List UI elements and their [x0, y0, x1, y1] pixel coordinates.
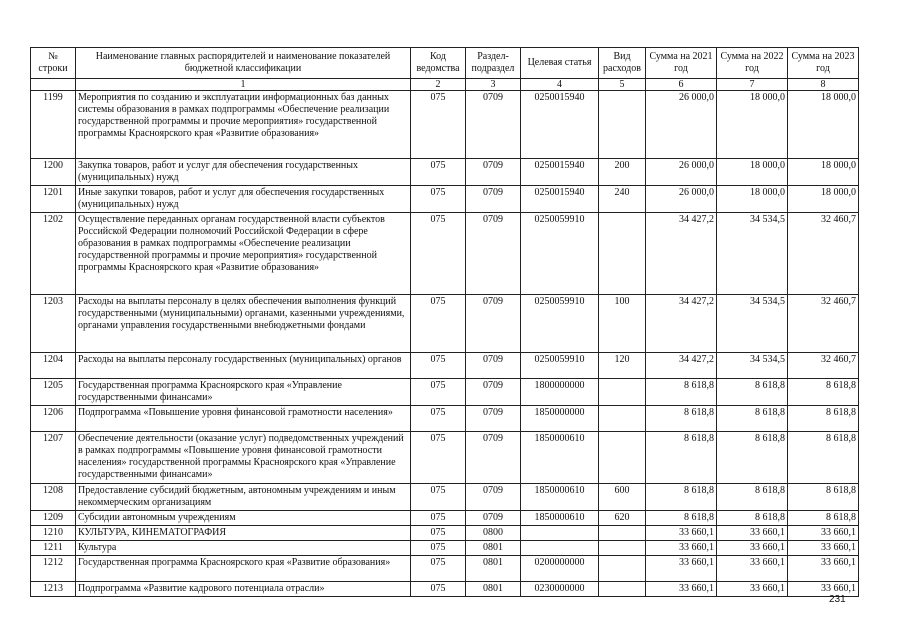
- row-name: Обеспечение деятельности (оказание услуг) подведомственных учреждений в рамках подпрограммы «Повышение уровня финансовой грамотности населения» государственной программы Красноярского края «Управление государственными финансами»: [76, 432, 411, 484]
- sum-2021: 26 000,0: [646, 186, 717, 213]
- row-name: Подпрограмма «Повышение уровня финансовой грамотности населения»: [76, 406, 411, 432]
- row-name: Подпрограмма «Развитие кадрового потенциала отрасли»: [76, 582, 411, 597]
- sum-2022: 18 000,0: [717, 159, 788, 186]
- column-number: 4: [521, 79, 599, 91]
- expense-type: [599, 379, 646, 406]
- sum-2021: 8 618,8: [646, 511, 717, 526]
- sum-2022: 8 618,8: [717, 484, 788, 511]
- sum-2021: 33 660,1: [646, 556, 717, 582]
- sum-2022: 33 660,1: [717, 582, 788, 597]
- department-code: 075: [411, 295, 466, 353]
- column-number: [31, 79, 76, 91]
- department-code: 075: [411, 432, 466, 484]
- sum-2023: 8 618,8: [788, 379, 859, 406]
- sum-2022: 34 534,5: [717, 353, 788, 379]
- sum-2021: 26 000,0: [646, 91, 717, 159]
- department-code: 075: [411, 484, 466, 511]
- table-row: [31, 353, 859, 379]
- expense-type: [599, 556, 646, 582]
- page-number: 231: [829, 594, 846, 605]
- sum-2023: 33 660,1: [788, 582, 859, 597]
- department-code: 075: [411, 406, 466, 432]
- expense-type: 600: [599, 484, 646, 511]
- table-row: [31, 432, 859, 484]
- sum-2023: 18 000,0: [788, 91, 859, 159]
- row-number: 1206: [31, 406, 76, 432]
- row-number: 1208: [31, 484, 76, 511]
- sum-2022: 33 660,1: [717, 541, 788, 556]
- target-article: 0200000000: [521, 556, 599, 582]
- section-code: 0709: [466, 159, 521, 186]
- sum-2023: 33 660,1: [788, 556, 859, 582]
- expense-type: 100: [599, 295, 646, 353]
- row-name: Предоставление субсидий бюджетным, автономным учреждениям и иным некоммерческим организациям: [76, 484, 411, 511]
- section-code: 0801: [466, 582, 521, 597]
- table-row: [31, 91, 859, 159]
- sum-2021: 8 618,8: [646, 379, 717, 406]
- target-article: 1850000610: [521, 511, 599, 526]
- department-code: 075: [411, 379, 466, 406]
- table-row: [31, 406, 859, 432]
- row-number: 1207: [31, 432, 76, 484]
- row-number: 1203: [31, 295, 76, 353]
- row-number: 1213: [31, 582, 76, 597]
- sum-2021: 33 660,1: [646, 526, 717, 541]
- department-code: 075: [411, 91, 466, 159]
- expense-type: [599, 406, 646, 432]
- sum-2023: 32 460,7: [788, 295, 859, 353]
- sum-2022: 18 000,0: [717, 186, 788, 213]
- expense-type: [599, 526, 646, 541]
- budget-table: [30, 47, 859, 597]
- row-name: Мероприятия по созданию и эксплуатации информационных баз данных системы образования в рамках подпрограммы «Обеспечение реализации государственной программы и прочие мероприятия» государственной программы Красноярского края «Развитие образования»: [76, 91, 411, 159]
- expense-type: [599, 213, 646, 295]
- header-name: Наименование главных распорядителей и наименование показателей бюджетной классификации: [76, 48, 411, 79]
- row-number: 1200: [31, 159, 76, 186]
- expense-type: [599, 582, 646, 597]
- column-number-row: [31, 79, 859, 91]
- section-code: 0709: [466, 295, 521, 353]
- target-article: 1850000000: [521, 406, 599, 432]
- row-name: Культура: [76, 541, 411, 556]
- department-code: 075: [411, 526, 466, 541]
- sum-2021: 33 660,1: [646, 582, 717, 597]
- department-code: 075: [411, 353, 466, 379]
- row-name: Закупка товаров, работ и услуг для обеспечения государственных (муниципальных) нужд: [76, 159, 411, 186]
- department-code: 075: [411, 511, 466, 526]
- sum-2022: 8 618,8: [717, 511, 788, 526]
- expense-type: 240: [599, 186, 646, 213]
- sum-2021: 34 427,2: [646, 213, 717, 295]
- expense-type: [599, 541, 646, 556]
- section-code: 0801: [466, 541, 521, 556]
- target-article: 0230000000: [521, 582, 599, 597]
- column-number: 5: [599, 79, 646, 91]
- expense-type: 200: [599, 159, 646, 186]
- department-code: 075: [411, 159, 466, 186]
- target-article: 1850000610: [521, 484, 599, 511]
- expense-type: [599, 91, 646, 159]
- sum-2023: 32 460,7: [788, 213, 859, 295]
- row-number: 1202: [31, 213, 76, 295]
- section-code: 0709: [466, 186, 521, 213]
- department-code: 075: [411, 186, 466, 213]
- row-name: Иные закупки товаров, работ и услуг для обеспечения государственных (муниципальных) нужд: [76, 186, 411, 213]
- section-code: 0709: [466, 213, 521, 295]
- sum-2023: 33 660,1: [788, 526, 859, 541]
- row-name: Субсидии автономным учреждениям: [76, 511, 411, 526]
- sum-2023: 8 618,8: [788, 484, 859, 511]
- column-number: 2: [411, 79, 466, 91]
- target-article: [521, 526, 599, 541]
- sum-2022: 18 000,0: [717, 91, 788, 159]
- header-sum-2021: Сумма на 2021 год: [646, 48, 717, 79]
- target-article: 0250015940: [521, 186, 599, 213]
- section-code: 0709: [466, 353, 521, 379]
- target-article: 1800000000: [521, 379, 599, 406]
- table-row: [31, 556, 859, 582]
- section-code: 0709: [466, 432, 521, 484]
- sum-2022: 33 660,1: [717, 556, 788, 582]
- sum-2023: 18 000,0: [788, 159, 859, 186]
- target-article: 1850000610: [521, 432, 599, 484]
- row-number: 1212: [31, 556, 76, 582]
- column-number: 6: [646, 79, 717, 91]
- section-code: 0709: [466, 511, 521, 526]
- sum-2023: 8 618,8: [788, 511, 859, 526]
- expense-type: 120: [599, 353, 646, 379]
- sum-2021: 8 618,8: [646, 432, 717, 484]
- expense-type: 620: [599, 511, 646, 526]
- header-sum-2022: Сумма на 2022 год: [717, 48, 788, 79]
- sum-2022: 8 618,8: [717, 379, 788, 406]
- sum-2021: 33 660,1: [646, 541, 717, 556]
- section-code: 0709: [466, 406, 521, 432]
- expense-type: [599, 432, 646, 484]
- target-article: 0250015940: [521, 91, 599, 159]
- section-code: 0709: [466, 91, 521, 159]
- sum-2023: 18 000,0: [788, 186, 859, 213]
- table-row: [31, 541, 859, 556]
- table-row: [31, 484, 859, 511]
- row-number: 1199: [31, 91, 76, 159]
- sum-2022: 34 534,5: [717, 295, 788, 353]
- column-number: 3: [466, 79, 521, 91]
- section-code: 0709: [466, 379, 521, 406]
- sum-2023: 33 660,1: [788, 541, 859, 556]
- department-code: 075: [411, 213, 466, 295]
- sum-2023: 8 618,8: [788, 432, 859, 484]
- table-row: [31, 295, 859, 353]
- sum-2021: 8 618,8: [646, 484, 717, 511]
- sum-2021: 8 618,8: [646, 406, 717, 432]
- sum-2021: 34 427,2: [646, 353, 717, 379]
- sum-2023: 32 460,7: [788, 353, 859, 379]
- header-sum-2023: Сумма на 2023 год: [788, 48, 859, 79]
- sum-2022: 8 618,8: [717, 406, 788, 432]
- department-code: 075: [411, 541, 466, 556]
- row-number: 1201: [31, 186, 76, 213]
- sum-2022: 8 618,8: [717, 432, 788, 484]
- row-name: КУЛЬТУРА, КИНЕМАТОГРАФИЯ: [76, 526, 411, 541]
- sum-2023: 8 618,8: [788, 406, 859, 432]
- table-row: [31, 511, 859, 526]
- row-number: 1211: [31, 541, 76, 556]
- row-name: Государственная программа Красноярского края «Управление государственными финансами»: [76, 379, 411, 406]
- row-number: 1204: [31, 353, 76, 379]
- target-article: 0250015940: [521, 159, 599, 186]
- section-code: 0801: [466, 556, 521, 582]
- table-row: [31, 379, 859, 406]
- row-name: Расходы на выплаты персоналу государственных (муниципальных) органов: [76, 353, 411, 379]
- column-number: 7: [717, 79, 788, 91]
- table-row: [31, 526, 859, 541]
- header-section: Раздел-подраздел: [466, 48, 521, 79]
- target-article: 0250059910: [521, 213, 599, 295]
- column-number: 1: [76, 79, 411, 91]
- sum-2021: 26 000,0: [646, 159, 717, 186]
- department-code: 075: [411, 556, 466, 582]
- section-code: 0709: [466, 484, 521, 511]
- target-article: 0250059910: [521, 353, 599, 379]
- header-target-article: Целевая статья: [521, 48, 599, 79]
- sum-2021: 34 427,2: [646, 295, 717, 353]
- sum-2022: 33 660,1: [717, 526, 788, 541]
- row-number: 1210: [31, 526, 76, 541]
- header-expense-type: Вид расходов: [599, 48, 646, 79]
- table-body: [31, 91, 859, 597]
- table-row: [31, 186, 859, 213]
- row-name: Осуществление переданных органам государственной власти субъектов Российской Федерации полномочий Российской Федерации в сфере образования в рамках подпрограммы «Обеспечение реализации государственной программы и прочие мероприятия» государственной программы Красноярского края «Развитие образования»: [76, 213, 411, 295]
- target-article: 0250059910: [521, 295, 599, 353]
- table-row: [31, 582, 859, 597]
- target-article: [521, 541, 599, 556]
- row-name: Расходы на выплаты персоналу в целях обеспечения выполнения функций государственными (муниципальными) органами, казенными учреждениями, органами управления государственными внебюджетными фондами: [76, 295, 411, 353]
- section-code: 0800: [466, 526, 521, 541]
- column-number: 8: [788, 79, 859, 91]
- table-header: [31, 48, 859, 91]
- header-row-number: № строки: [31, 48, 76, 79]
- row-number: 1205: [31, 379, 76, 406]
- row-number: 1209: [31, 511, 76, 526]
- table-row: [31, 213, 859, 295]
- row-name: Государственная программа Красноярского края «Развитие образования»: [76, 556, 411, 582]
- header-department-code: Код ведомства: [411, 48, 466, 79]
- table-row: [31, 159, 859, 186]
- department-code: 075: [411, 582, 466, 597]
- sum-2022: 34 534,5: [717, 213, 788, 295]
